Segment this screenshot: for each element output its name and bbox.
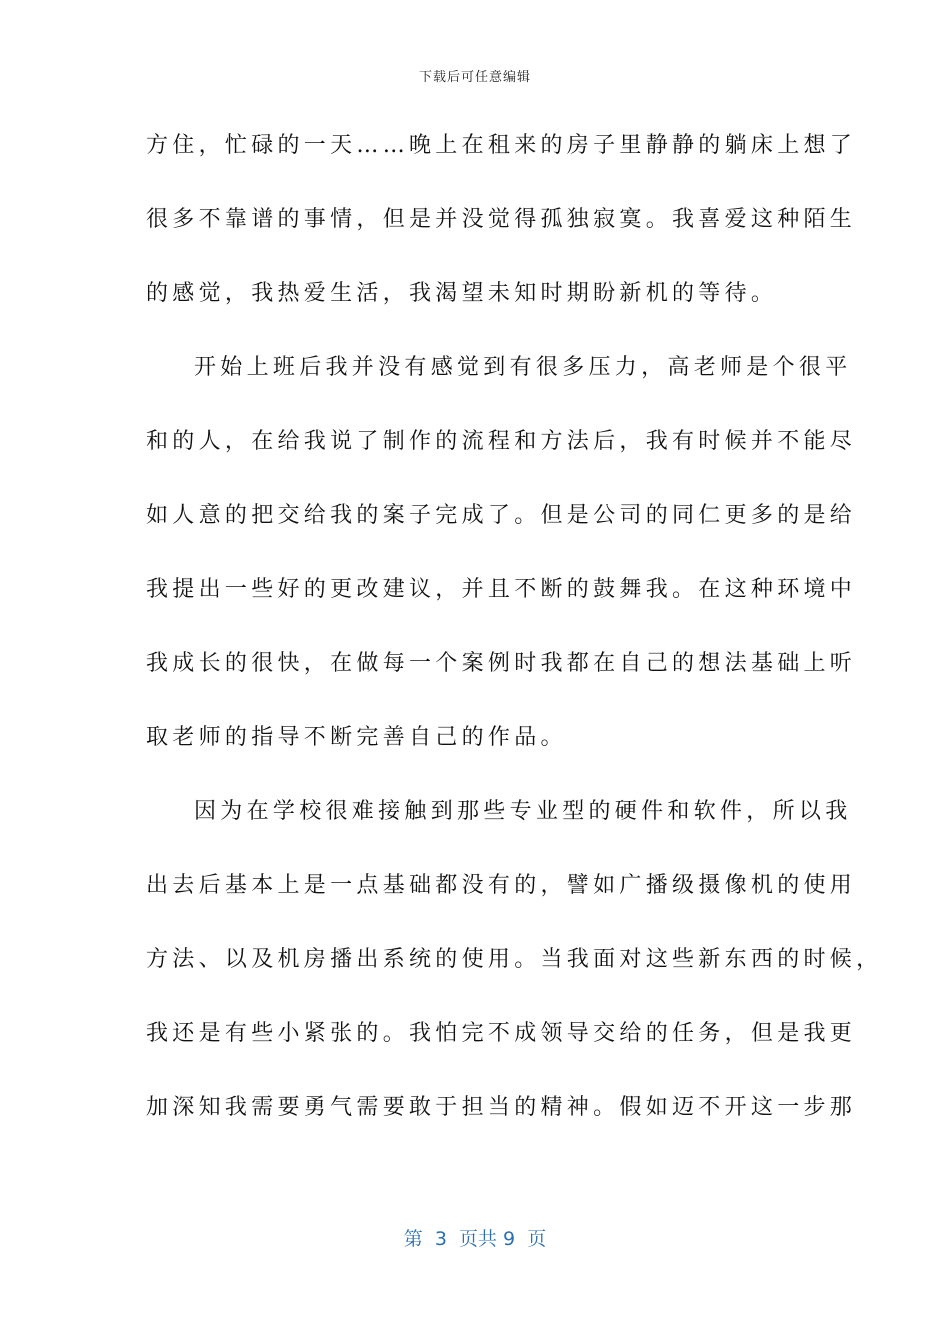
paragraph-2-line-2: 和的人，在给我说了制作的流程和方法后，我有时候并不能尽 bbox=[146, 429, 857, 454]
paragraph-2-line-4: 我提出一些好的更改建议，并且不断的鼓舞我。在这种环境中 bbox=[146, 577, 857, 602]
paragraph-3-line-2: 出去后基本上是一点基础都没有的，譬如广播级摄像机的使用 bbox=[146, 873, 857, 898]
paragraph-2-line-5: 我成长的很快，在做每一个案例时我都在自己的想法基础上听 bbox=[146, 651, 857, 676]
paragraph-3-line-5: 加深知我需要勇气需要敢于担当的精神。假如迈不开这一步那 bbox=[146, 1095, 857, 1120]
paragraph-1-line-1: 方住，忙碌的一天……晚上在租来的房子里静静的躺床上想了 bbox=[146, 133, 857, 158]
paragraph-1-line-2: 很多不靠谱的事情，但是并没觉得孤独寂寞。我喜爱这种陌生 bbox=[146, 207, 857, 232]
page-number: 第 3 页共 9 页 bbox=[403, 1228, 547, 1250]
paragraph-2-line-1: 开始上班后我并没有感觉到有很多压力，高老师是个很平 bbox=[194, 355, 852, 380]
paragraph-2-line-6: 取老师的指导不断完善自己的作品。 bbox=[146, 725, 567, 750]
paragraph-3-line-1: 因为在学校很难接触到那些专业型的硬件和软件，所以我 bbox=[194, 799, 852, 824]
document-body bbox=[146, 118, 883, 1154]
paragraph-2-line-3: 如人意的把交给我的案子完成了。但是公司的同仁更多的是给 bbox=[146, 503, 857, 528]
paragraph-3-line-4: 我还是有些小紧张的。我怕完不成领导交给的任务，但是我更 bbox=[146, 1021, 857, 1046]
header-note: 下载后可任意编辑 bbox=[418, 70, 531, 85]
paragraph-1-line-3: 的感觉，我热爱生活，我渴望未知时期盼新机的等待。 bbox=[146, 281, 778, 306]
paragraph-3-line-3: 方法、以及机房播出系统的使用。当我面对这些新东西的时候， bbox=[146, 947, 883, 972]
